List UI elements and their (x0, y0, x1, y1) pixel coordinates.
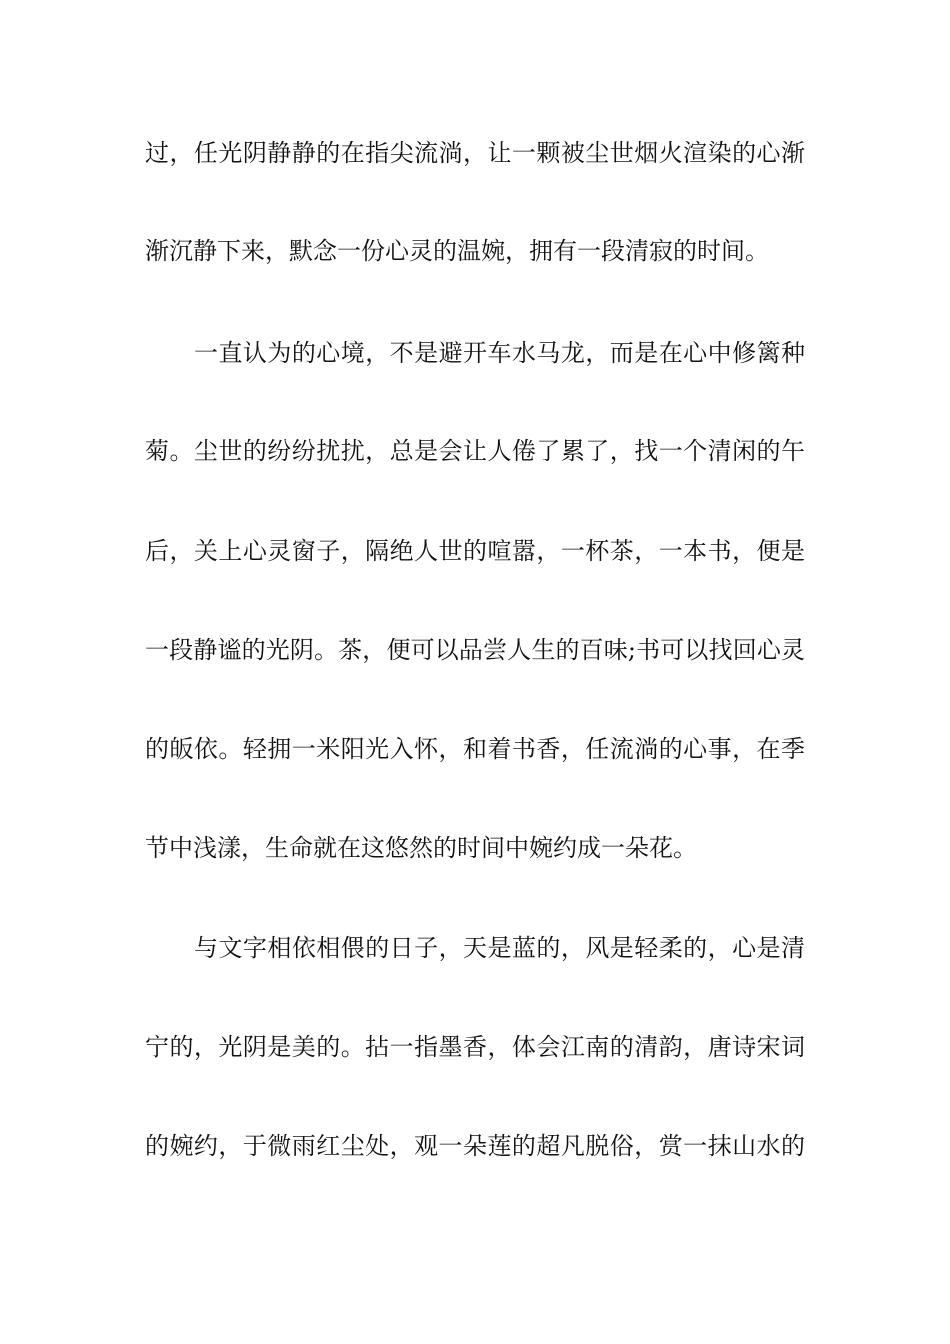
text-line: 一段静谧的光阴。茶，便可以品尝人生的百味;书可以找回心灵 (145, 636, 805, 664)
text-line: 节中浅漾，生命就在这悠然的时间中婉约成一朵花。 (145, 834, 697, 862)
text-line: 过，任光阴静静的在指尖流淌，让一颗被尘世烟火渲染的心渐 (145, 139, 805, 167)
text-line: 渐沉静下来，默念一份心灵的温婉，拥有一段清寂的时间。 (145, 237, 769, 265)
text-line: 宁的，光阴是美的。拈一指墨香，体会江南的清韵，唐诗宋词 (145, 1033, 805, 1061)
text-line: 一直认为的心境，不是避开车水马龙，而是在心中修篱种 (194, 339, 805, 367)
text-line: 的婉约，于微雨红尘处，观一朵莲的超凡脱俗，赏一抹山水的 (145, 1132, 805, 1160)
text-line: 的皈依。轻拥一米阳光入怀，和着书香，任流淌的心事，在季 (145, 735, 805, 763)
text-line: 菊。尘世的纷纷扰扰，总是会让人倦了累了，找一个清闲的午 (145, 437, 805, 465)
text-line: 与文字相依相偎的日子，天是蓝的，风是轻柔的，心是清 (194, 934, 805, 962)
text-line: 后，关上心灵窗子，隔绝人世的喧嚣，一杯茶，一本书，便是 (145, 537, 805, 565)
